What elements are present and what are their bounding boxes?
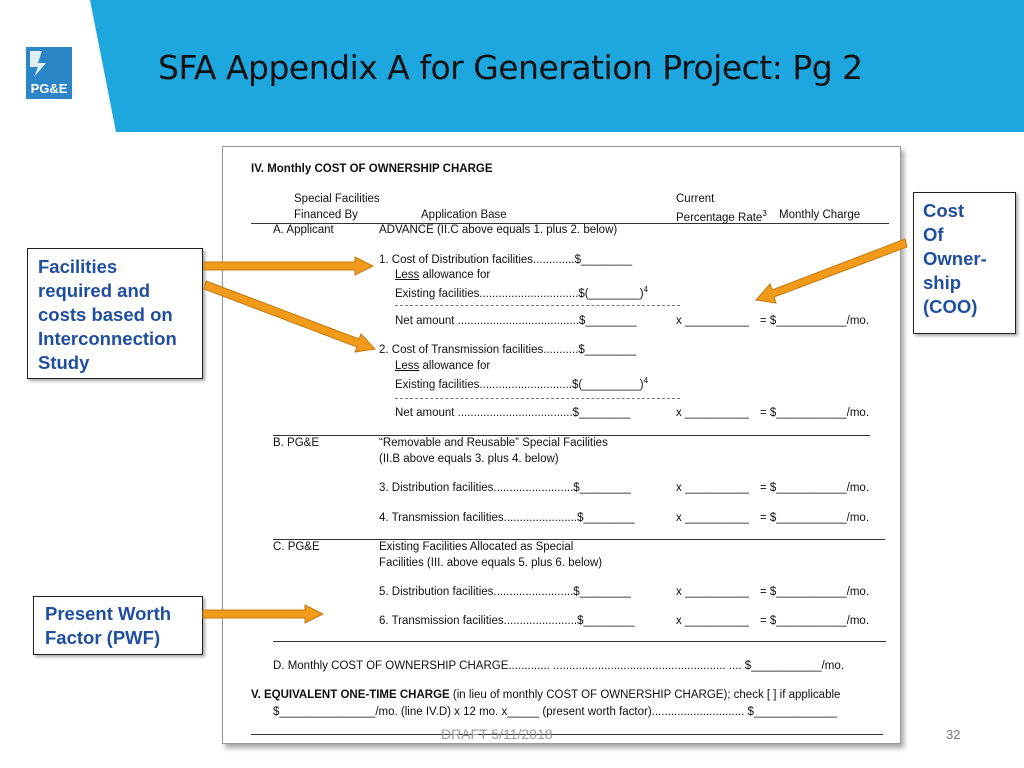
callout-facilities-text: Facilities required and costs based on Interconnection Study [38,256,177,373]
callout-coo [913,192,1016,334]
callout-pwf-text: Present Worth Factor (PWF) [45,603,172,648]
rate-blank-5: x __________ [676,586,749,598]
rate-blank-1: x __________ [676,315,749,327]
divider [273,435,870,436]
item-1-allowance: Less allowance for [395,269,491,281]
draft-date: DRAFT 5/11/2018 [441,726,553,742]
section-iv-heading: IV. Monthly COST OF OWNERSHIP CHARGE [251,163,493,175]
page-number: 32 [946,727,961,742]
divider [251,734,883,735]
page-title: SFA Appendix A for Generation Project: Pg 2 [158,48,863,87]
row-a-desc: ADVANCE (II.C above equals 1. plus 2. below) [379,224,618,236]
item-2-existing: Existing facilities.............................$(_________)$^4$ [395,376,649,391]
appendix-document [222,146,901,744]
charge-blank-3: = $___________/mo. [760,482,870,494]
item-1-existing: Existing facilities...............................$(________)$^4$ [395,285,649,300]
pge-logo [26,47,72,99]
item-2-allowance: Less allowance for [395,360,491,372]
item-5: 5. Distribution facilities.........................$________ [379,586,631,598]
col-financed-by: Financed By [294,209,358,221]
item-1: 1. Cost of Distribution facilities.............$________ [379,254,633,266]
charge-blank-6: = $___________/mo. [760,615,870,627]
section-v-heading: V. EQUIVALENT ONE-TIME CHARGE (in lieu of monthly COST OF OWNERSHIP CHARGE); check [ ] if applicable [251,689,841,701]
charge-blank-2: = $___________/mo. [760,407,870,419]
divider [273,641,886,642]
row-c-desc-1: Existing Facilities Allocated as Special [379,541,574,553]
row-c-label: C. PG&E [273,541,320,553]
col-current: Current [676,193,715,205]
row-b-desc-1: “Removable and Reusable” Special Facilities [379,437,608,449]
svg-text:PG&E: PG&E [30,81,68,96]
row-c-desc-2: Facilities (III. above equals 5. plus 6. below) [379,557,603,569]
item-2: 2. Cost of Transmission facilities...........$________ [379,344,636,356]
header-banner [0,0,1024,132]
item-6: 6. Transmission facilities.......................$________ [379,615,635,627]
row-d-line: D. Monthly COST OF OWNERSHIP CHARGE............. ...................................................... .... $___________/mo. [273,660,844,672]
rate-blank-3: x __________ [676,482,749,494]
col-special-facilities: Special Facilities [294,193,380,205]
col-application-base: Application Base [421,209,507,221]
callout-pwf [33,596,203,655]
dashed-divider [395,305,680,306]
row-b-label: B. PG&E [273,437,320,449]
net-amount-2: Net amount ....................................$________ [395,407,631,419]
callout-coo-text: Cost Of Owner- ship (COO) [923,200,987,317]
rate-blank-2: x __________ [676,407,749,419]
charge-blank-1: = $___________/mo. [760,315,870,327]
row-a-label: A. Applicant [273,224,334,236]
rate-blank-4: x __________ [676,512,749,524]
item-3: 3. Distribution facilities.........................$________ [379,482,631,494]
col-percentage-rate: Percentage Rate$^3$ [676,209,767,224]
callout-facilities [27,248,203,379]
item-4: 4. Transmission facilities.......................$________ [379,512,635,524]
row-b-desc-2: (II.B above equals 3. plus 4. below) [379,453,559,465]
charge-blank-4: = $___________/mo. [760,512,870,524]
rate-blank-6: x __________ [676,615,749,627]
charge-blank-5: = $___________/mo. [760,586,870,598]
col-monthly-charge: Monthly Charge [779,209,861,221]
section-v-line: $_______________/mo. (line IV.D) x 12 mo. x_____ (present worth factor)............................. $_____________ [273,706,838,718]
divider [273,539,885,540]
net-amount-1: Net amount ......................................$________ [395,315,637,327]
dashed-divider [395,398,680,399]
